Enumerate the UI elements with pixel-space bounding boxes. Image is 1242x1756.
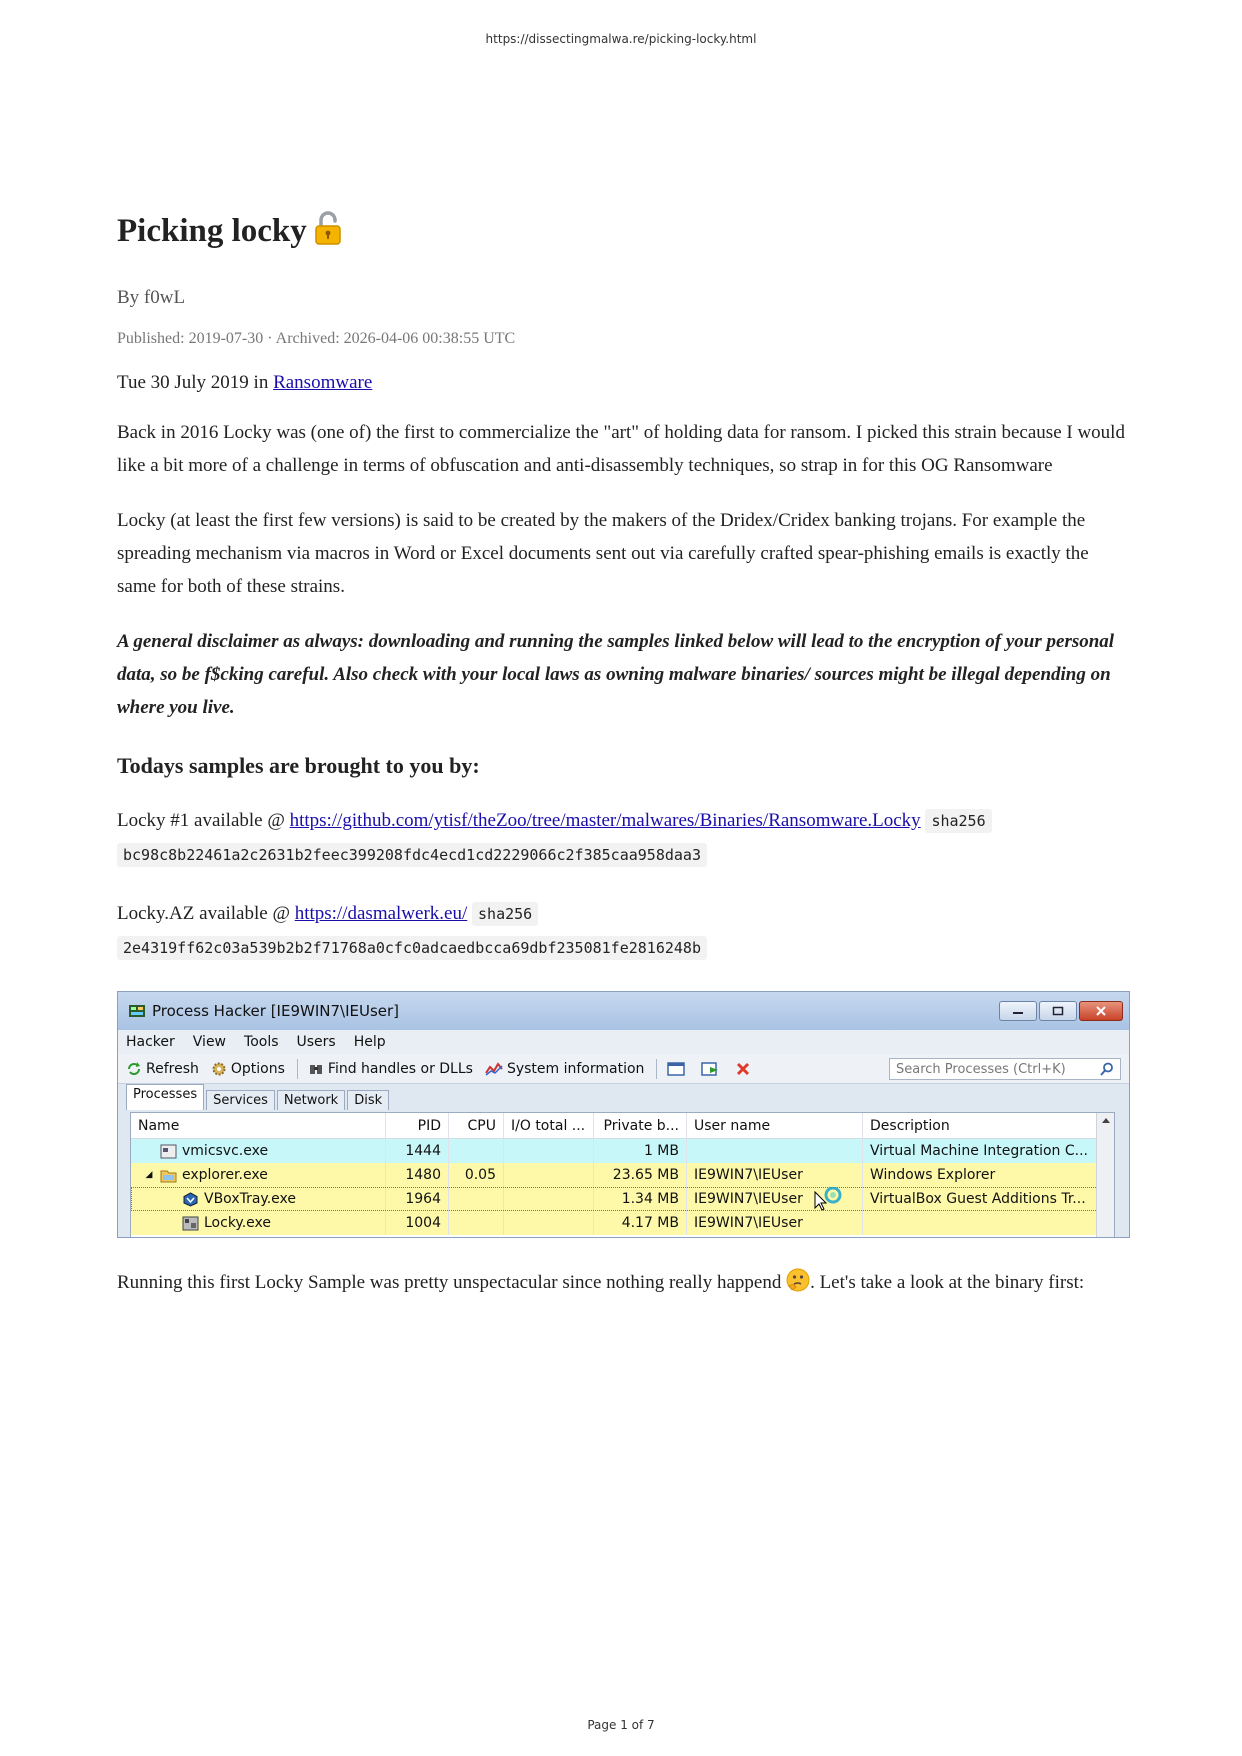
menu-tools[interactable]: Tools [244, 1034, 279, 1050]
io-cell [504, 1211, 594, 1235]
options-label: Options [230, 1060, 285, 1077]
ph-title: Process Hacker [IE9WIN7\IEUser] [152, 1002, 400, 1020]
process-name-cell [131, 1139, 386, 1163]
tree-expand-icon[interactable]: ◢ [145, 1170, 153, 1180]
toolbar-separator [656, 1059, 657, 1079]
private-bytes-cell: 23.65 MB [594, 1163, 687, 1187]
find-handles-button[interactable] [308, 1061, 473, 1077]
maximize-icon [1052, 1006, 1064, 1016]
io-cell [504, 1187, 594, 1211]
publish-meta: Published: 2019-07-30 · Archived: 2026-04-06 00:38:55 UTC [117, 330, 516, 347]
window-arrow-icon [701, 1061, 719, 1077]
pid-cell: 1480 [386, 1163, 449, 1187]
table-row[interactable] [131, 1163, 1114, 1187]
tab-services[interactable]: Services [206, 1090, 275, 1110]
description-cell [863, 1211, 1093, 1235]
process-hacker-app-icon [128, 1003, 146, 1019]
user-cell [687, 1139, 863, 1163]
refresh-icon [126, 1061, 142, 1077]
table-row[interactable] [131, 1211, 1114, 1235]
page-url: https://dissectingmalwa.re/picking-locky.html [485, 32, 757, 46]
sample-1-hash-label: sha256 [925, 809, 991, 833]
window-icon [667, 1061, 685, 1077]
title-text: Picking locky [117, 213, 307, 249]
menu-users[interactable]: Users [296, 1034, 336, 1050]
tab-network[interactable]: Network [277, 1090, 345, 1110]
cpu-cell [449, 1139, 504, 1163]
user-cell [687, 1187, 863, 1211]
col-pid[interactable]: PID [386, 1113, 449, 1138]
sample-1-link[interactable]: https://github.com/ytisf/theZoo/tree/master/malwares/Binaries/Ransomware.Locky [289, 810, 921, 831]
running-text-start: Running this first Locky Sample was pretty unspectacular since nothing really happend [117, 1272, 787, 1293]
busy-cursor-icon [809, 1187, 843, 1211]
ph-menubar [118, 1030, 1129, 1054]
sample-1 [117, 804, 1130, 872]
pid-cell: 1004 [386, 1211, 449, 1235]
private-bytes-cell: 1.34 MB [594, 1187, 687, 1211]
paragraph-origin: Locky (at least the first few versions) is said to be created by the makers of the Dridex/Cridex banking trojans. For example the spreading mechanism via macros in Word or Excel documents sent out via carefully crafted spear-phishing emails is exactly the same for both of these strains. [117, 510, 1089, 597]
minimize-button[interactable] [999, 1001, 1037, 1021]
tab-disk[interactable]: Disk [347, 1090, 389, 1110]
user-name: IE9WIN7\IEUser [694, 1191, 803, 1207]
tab-processes[interactable]: Processes [126, 1084, 204, 1110]
col-user-name[interactable]: User name [687, 1113, 863, 1138]
category-link[interactable]: Ransomware [273, 372, 373, 393]
private-bytes-cell: 1 MB [594, 1139, 687, 1163]
red-x-icon [735, 1061, 751, 1077]
process-name: explorer.exe [182, 1167, 268, 1183]
table-header [131, 1113, 1114, 1139]
search-icon [1100, 1062, 1114, 1076]
sample-2-hash-label: sha256 [472, 902, 538, 926]
page-title [117, 204, 1130, 262]
sample-2-prefix: Locky.AZ available @ [117, 903, 295, 924]
table-row[interactable] [131, 1139, 1114, 1163]
description-cell: VirtualBox Guest Additions Tr... [870, 1191, 1086, 1207]
maximize-button[interactable] [1039, 1001, 1077, 1021]
article [117, 204, 1130, 1303]
running-text-end: . Let's take a look at the binary first: [810, 1272, 1085, 1293]
search-processes-input[interactable] [889, 1058, 1121, 1080]
close-button[interactable] [1079, 1001, 1123, 1021]
description-cell: Virtual Machine Integration C... [870, 1143, 1088, 1159]
binoculars-icon [308, 1061, 324, 1077]
locky-exe-icon [182, 1216, 199, 1231]
process-name-cell [131, 1187, 386, 1211]
cpu-cell [449, 1187, 504, 1211]
close-icon [1095, 1006, 1107, 1016]
date-line [117, 372, 1130, 394]
scroll-up-icon[interactable] [1097, 1113, 1115, 1127]
paragraph-running [117, 1266, 1130, 1303]
ph-titlebar [118, 992, 1129, 1030]
terminate-button[interactable] [735, 1061, 755, 1077]
process-name: Locky.exe [204, 1215, 271, 1231]
pid-cell: 1964 [386, 1187, 449, 1211]
cpu-cell [449, 1211, 504, 1235]
paragraph-intro: Back in 2016 Locky was (one of) the first to commercialize the "art" of holding data for ransom. I picked this strain because I would like a bit more of a challenge in terms of obfuscation and anti-disassembly techniques, so strap in for this OG Ransomware [117, 422, 1125, 476]
sample-2-hash: 2e4319ff62c03a539b2b2f71768a0cfc0adcaedbcca69dbf235081fe2816248b [117, 936, 707, 960]
minimize-icon [1012, 1006, 1024, 1016]
service-icon [160, 1144, 177, 1159]
process-name: VBoxTray.exe [204, 1191, 297, 1207]
user-cell: IE9WIN7\IEUser [687, 1163, 863, 1187]
options-button[interactable] [211, 1061, 285, 1077]
process-name-cell [131, 1211, 386, 1235]
private-bytes-cell: 4.17 MB [594, 1211, 687, 1235]
col-description[interactable]: Description [870, 1117, 950, 1134]
find-handles-label: Find handles or DLLs [327, 1060, 473, 1077]
refresh-button[interactable] [126, 1061, 199, 1077]
menu-hacker[interactable]: Hacker [126, 1034, 175, 1050]
menu-help[interactable]: Help [353, 1034, 386, 1050]
col-cpu[interactable]: CPU [449, 1113, 504, 1138]
col-io[interactable]: I/O total ... [504, 1113, 594, 1138]
thinking-face-icon [786, 1268, 810, 1303]
cpu-cell: 0.05 [449, 1163, 504, 1187]
refresh-label: Refresh [146, 1060, 199, 1077]
window-button[interactable] [667, 1061, 689, 1077]
page-footer: Page 1 of 7 [587, 1718, 655, 1732]
ph-toolbar [118, 1054, 1129, 1084]
open-lock-icon [313, 208, 343, 262]
sample-1-hash: bc98c8b22461a2c2631b2feec399208fdc4ecd1cd2229066c2f385caa958daa3 [117, 843, 707, 867]
disclaimer: A general disclaimer as always: downloading and running the samples linked below will lead to the encryption of your personal data, so be f$cking careful. Also check with your local laws as owning malware binaries/ sources might be illegal depending on where you live. [117, 631, 1115, 718]
toolbar-separator [297, 1059, 298, 1079]
vertical-scrollbar[interactable] [1096, 1113, 1114, 1238]
graph-icon [485, 1061, 503, 1077]
author-byline: By f0wL [117, 287, 186, 308]
gear-icon [211, 1061, 227, 1077]
samples-heading: Todays samples are brought to you by: [117, 753, 480, 778]
window-controls [997, 1001, 1123, 1021]
sample-2-link[interactable]: https://dasmalwerk.eu/ [294, 903, 468, 924]
user-cell: IE9WIN7\IEUser [687, 1211, 863, 1235]
io-cell [504, 1163, 594, 1187]
io-cell [504, 1139, 594, 1163]
col-name[interactable]: Name [131, 1113, 386, 1138]
description-cell: Windows Explorer [870, 1167, 996, 1183]
process-name-cell [131, 1163, 386, 1187]
ph-tabs [118, 1084, 1129, 1110]
sample-2 [117, 897, 1130, 965]
search-placeholder: Search Processes (Ctrl+K) [896, 1061, 1066, 1077]
go-to-button[interactable] [701, 1061, 723, 1077]
process-table [130, 1112, 1115, 1238]
system-info-button[interactable] [485, 1061, 644, 1077]
col-private-bytes[interactable]: Private b... [594, 1113, 687, 1138]
system-info-label: System information [506, 1060, 645, 1077]
pid-cell: 1444 [386, 1139, 449, 1163]
table-row[interactable] [131, 1187, 1114, 1211]
folder-icon [160, 1168, 177, 1183]
virtualbox-icon [182, 1192, 199, 1207]
date-text: Tue 30 July 2019 in [117, 372, 274, 393]
process-name: vmicsvc.exe [182, 1143, 269, 1159]
menu-view[interactable]: View [192, 1034, 227, 1050]
process-hacker-screenshot [117, 991, 1130, 1238]
sample-1-prefix: Locky #1 available @ [117, 810, 290, 831]
